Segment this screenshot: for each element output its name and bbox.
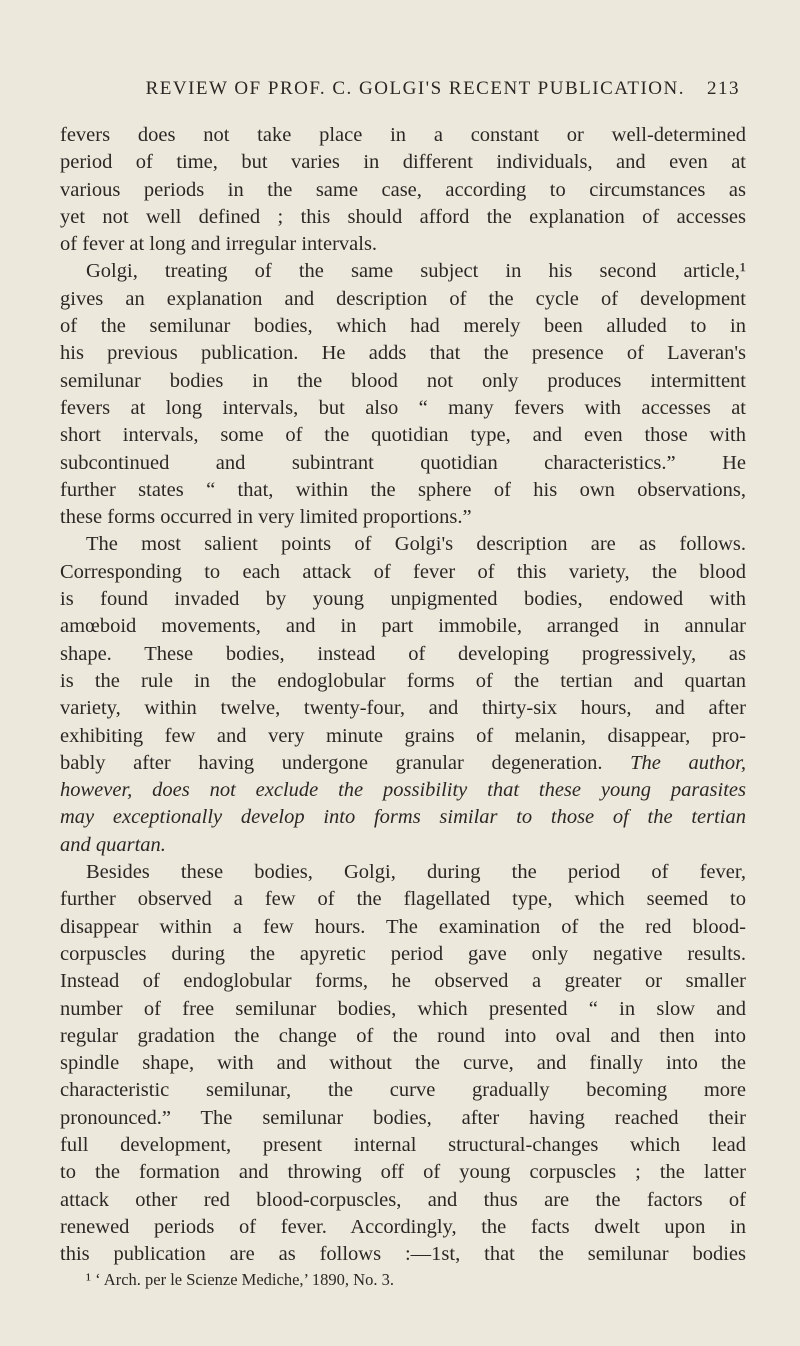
text-line: The most salient points of Golgi's description are as follows. [86, 533, 746, 556]
text-line: pronounced.” The semilunar bodies, after having reached their [60, 1106, 746, 1129]
text-line: is the rule in the endoglobular forms of the tertian and quartan [60, 669, 746, 692]
text-line: regular gradation the change of the round into oval and then into [60, 1024, 746, 1047]
text-line: various periods in the same case, according to circumstances as [60, 178, 746, 201]
text-line: semilunar bodies in the blood not only produces intermittent [60, 369, 746, 392]
text-line: variety, within twelve, twenty-four, and thirty-six hours, and after [60, 697, 746, 720]
text-line: shape. These bodies, instead of developing progressively, as [60, 642, 746, 665]
text-line: Corresponding to each attack of fever of this variety, the blood [60, 560, 746, 583]
text-line: bably after having undergone granular degeneration. The author, [60, 751, 746, 774]
text-line: may exceptionally develop into forms similar to those of the tertian [60, 806, 746, 829]
text-line: renewed periods of fever. Accordingly, the facts dwelt upon in [60, 1215, 746, 1238]
text-line: fevers does not take place in a constant or well-determined [60, 124, 746, 146]
text-line: disappear within a few hours. The examination of the red blood- [60, 915, 746, 938]
text-line: spindle shape, with and without the curve, and finally into the [60, 1052, 746, 1075]
text-line: corpuscles during the apyretic period gave only negative results. [60, 942, 746, 965]
text-line: his previous publication. He adds that the presence of Laveran's [60, 342, 746, 365]
text-line: however, does not exclude the possibility that these young parasites [60, 779, 746, 802]
text-line: full development, present internal structural-changes which lead [60, 1133, 746, 1156]
text-line: Instead of endoglobular forms, he observed a greater or smaller [60, 970, 746, 993]
text-line: period of time, but varies in different individuals, and even at [60, 151, 746, 174]
text-line: amœboid movements, and in part immobile, arranged in annular [60, 615, 746, 638]
running-title: REVIEW OF PROF. C. GOLGI'S RECENT PUBLICATION. [145, 78, 685, 99]
text-line: attack other red blood-corpuscles, and thus are the factors of [60, 1188, 746, 1211]
page-header [60, 78, 740, 100]
text-line: Besides these bodies, Golgi, during the period of fever, [86, 861, 746, 884]
text-line: and quartan. [60, 833, 166, 856]
text-line: of the semilunar bodies, which had merely been alluded to in [60, 315, 746, 338]
text-line: these forms occurred in very limited proportions.” [60, 506, 472, 529]
text-line: short intervals, some of the quotidian type, and even those with [60, 424, 746, 447]
text-line: gives an explanation and description of the cycle of development [60, 287, 746, 310]
text-line: exhibiting few and very minute grains of melanin, disappear, pro- [60, 724, 746, 747]
text-line: yet not well defined ; this should afford the explanation of accesses [60, 205, 746, 228]
text-line: further observed a few of the flagellated type, which seemed to [60, 888, 746, 911]
italic-text: The author, [602, 751, 746, 774]
text-line: is found invaded by young unpigmented bodies, endowed with [60, 588, 746, 611]
text-line: fevers at long intervals, but also “ many fevers with accesses at [60, 396, 746, 419]
text-line: this publication are as follows :—1st, that the semilunar bodies [60, 1243, 746, 1266]
text-line: of fever at long and irregular intervals. [60, 233, 378, 256]
page-number: 213 [707, 78, 740, 99]
text-line: characteristic semilunar, the curve gradually becoming more [60, 1079, 746, 1102]
text-line: Golgi, treating of the same subject in his second article,¹ [86, 260, 746, 283]
footnote: ¹ ‘ Arch. per le Scienze Mediche,’ 1890, No. 3. [86, 1270, 394, 1290]
body-text [60, 122, 746, 1292]
text-line: further states “ that, within the sphere of his own observations, [60, 478, 746, 501]
text-line: number of free semilunar bodies, which presented “ in slow and [60, 997, 746, 1020]
text-line: to the formation and throwing off of young corpuscles ; the latter [60, 1161, 746, 1184]
text-line: subcontinued and subintrant quotidian characteristics.” He [60, 451, 746, 474]
